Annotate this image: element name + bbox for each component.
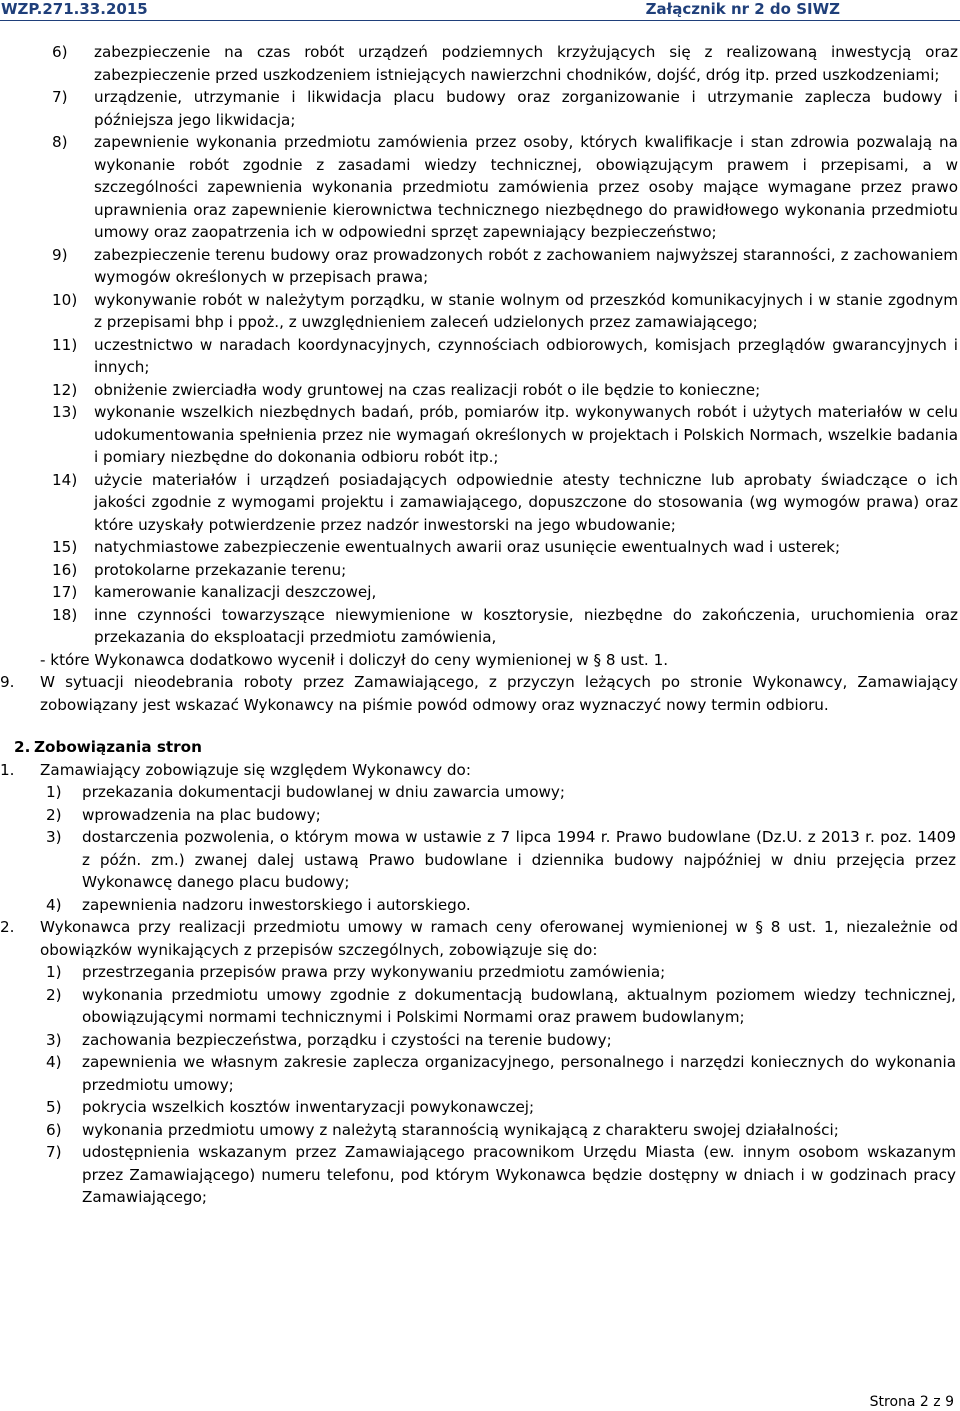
list-item xyxy=(0,1141,960,1209)
list-item xyxy=(0,469,960,537)
section-heading xyxy=(0,736,960,759)
list-item-number: 5) xyxy=(46,1098,62,1116)
paragraph-text: W sytuacji nieodebrania roboty przez Zamawiającego, z przyczyn leżących po stronie Wykonawcy, Zamawiający zobowiązany jest wskazać Wykonawcy na piśmie powód odmowy oraz wyznaczyć nowy termin odbioru. xyxy=(40,673,958,714)
list-item xyxy=(0,86,960,131)
list-item-number: 11) xyxy=(52,335,78,354)
list-item xyxy=(0,334,960,379)
list-item-number: 6) xyxy=(52,43,68,61)
list-item-number: 7) xyxy=(46,1143,62,1161)
list-item-text: obniżenie zwierciadła wody gruntowej na czas realizacji robót o ile będzie to konieczne; xyxy=(94,380,761,399)
list-item xyxy=(0,781,960,804)
page-number: Strona 2 z 9 xyxy=(869,1394,954,1410)
list-item xyxy=(0,379,960,402)
list-item-text: wykonania przedmiotu umowy z należytą starannością wynikającą z charakteru swojej działalności; xyxy=(82,1120,839,1139)
list-item xyxy=(0,289,960,334)
list-item-text: zapewnienia we własnym zakresie zaplecza organizacyjnego, personalnego i narzędzi koniecznych do wykonania przedmiotu umowy; xyxy=(82,1053,956,1094)
list-item-text: zachowania bezpieczeństwa, porządku i czystości na terenie budowy; xyxy=(82,1030,612,1049)
paragraph-text: Zamawiający zobowiązuje się względem Wykonawcy do: xyxy=(40,760,471,779)
list-item-number: 2) xyxy=(46,805,62,824)
list-item-text: przestrzegania przepisów prawa przy wykonywaniu przedmiotu zamówienia; xyxy=(82,963,666,981)
contractor-duties-list xyxy=(0,41,960,649)
list-item-number: 18) xyxy=(52,605,78,624)
list-item-number: 17) xyxy=(52,583,78,601)
paragraph-text: Wykonawca przy realizacji przedmiotu umowy w ramach ceny oferowanej wymienionej w § 8 ust. 1, niezależnie od obowiązków wynikających z przepisów szczególnych, zobowiązuje się do: xyxy=(40,918,958,959)
section-title: Zobowiązania stron xyxy=(34,738,202,756)
document-body xyxy=(0,41,960,1209)
list-item-number: 13) xyxy=(52,403,78,421)
page-header xyxy=(0,0,960,19)
list-item-text: zapewnienie wykonania przedmiotu zamówienia przez osoby, których kwalifikacje i stan zdrowia pozwalają na wykonanie robót zgodnie z zasadami wiedzy technicznej, obowiązującym prawem i przepisami, a w szczególności zapewnienia wykonania przedmiotu zamówienia przez osoby mające wymagane przez prawo uprawnienia oraz zapewnienie kierownictwa technicznego niezbędnego do prawidłowego wykonania przedmiotu umowy oraz zaopatrzenia ich w odpowiedni sprzęt zapewniający bezpieczeństwo; xyxy=(94,133,958,241)
document-reference: WZP.271.33.2015 xyxy=(1,0,148,18)
list-item-number: 4) xyxy=(46,895,62,914)
employer-duties-list xyxy=(0,781,960,916)
paragraph-1 xyxy=(0,759,960,782)
list-item-number: 2) xyxy=(46,985,62,1004)
list-item xyxy=(0,961,960,984)
list-item-number: 1) xyxy=(46,783,62,801)
list-item-text: wykonanie wszelkich niezbędnych badań, prób, pomiarów itp. wykonywanych robót i użytych materiałów w celu udokumentowania spełnienia przez nie wymagań określonych w projektach i Polskich Normach, wszelkie badania i pomiary niezbędne do dokonania odbioru robót itp.; xyxy=(94,403,958,466)
list-item xyxy=(0,894,960,917)
paragraph-number: 1. xyxy=(0,760,15,779)
list-item xyxy=(0,131,960,244)
list-item-text: dostarczenia pozwolenia, o którym mowa w ustawie z 7 lipca 1994 r. Prawo budowlane (Dz.U. z 2013 r. poz. 1409 z późn. zm.) zwanej dalej ustawą Prawo budowlane i dziennika budowy najpóźniej w dniu przejęcia przez Wykonawcę danego placu budowy; xyxy=(82,828,956,891)
list-item xyxy=(0,1119,960,1142)
list-item xyxy=(0,1029,960,1052)
list-item-number: 15) xyxy=(52,538,78,556)
list-item-text: uczestnictwo w naradach koordynacyjnych, czynnościach odbiorowych, komisjach przeglądów gwarancyjnych i innych; xyxy=(94,335,958,376)
list-item-number: 10) xyxy=(52,290,78,309)
header-divider xyxy=(0,20,960,21)
list-item-number: 3) xyxy=(46,828,62,846)
list-item xyxy=(0,244,960,289)
list-item xyxy=(0,1051,960,1096)
closing-line: - które Wykonawca dodatkowo wycenił i doliczył do ceny wymienionej w § 8 ust. 1. xyxy=(40,650,669,669)
section-number: 2. xyxy=(14,738,31,756)
list-item-number: 16) xyxy=(52,560,78,579)
list-item-number: 3) xyxy=(46,1030,62,1049)
list-item-number: 1) xyxy=(46,963,62,981)
list-item-number: 9) xyxy=(52,245,68,264)
paragraph-number: 9. xyxy=(0,673,15,691)
list-item-text: wykonania przedmiotu umowy zgodnie z dokumentacją budowlaną, aktualnym poziomem wiedzy technicznej, obowiązującymi normami technicznymi i Polskimi Normami oraz prawem budowlanym; xyxy=(82,985,956,1026)
list-item-text: natychmiastowe zabezpieczenie ewentualnych awarii oraz usunięcie ewentualnych wad i usterek; xyxy=(94,538,841,556)
list-item-text: użycie materiałów i urządzeń posiadających odpowiednie atesty techniczne lub aprobaty świadczące o ich jakości zgodnie z wymogami projektu i zamawiającego, dopuszczone do stosowania (wg wymogów prawa) oraz które uzyskały potwierdzenie przez nadzór inwestorski na jego wbudowanie; xyxy=(94,470,958,534)
list-item-text: przekazania dokumentacji budowlanej w dniu zawarcia umowy; xyxy=(82,783,566,801)
list-item xyxy=(0,826,960,894)
list-item-number: 14) xyxy=(52,470,78,489)
list-item-number: 12) xyxy=(52,380,78,399)
contractor-obligations-list xyxy=(0,961,960,1209)
list-item xyxy=(0,604,960,649)
attachment-label: Załącznik nr 2 do SIWZ xyxy=(645,0,840,18)
list-item xyxy=(0,581,960,604)
list-item-number: 4) xyxy=(46,1053,62,1071)
list-item-text: zabezpieczenie na czas robót urządzeń podziemnych krzyżujących się z realizowaną inwestycją oraz zabezpieczenie przed uszkodzeniem istniejących nawierzchni chodników, dojść, dróg itp. przed uszkodzeniami; xyxy=(94,43,958,84)
list-item-text: urządzenie, utrzymanie i likwidacja placu budowy oraz zorganizowanie i utrzymanie zaplecza budowy i późniejsza jego likwidacja; xyxy=(94,88,958,129)
list-item-text: protokolarne przekazanie terenu; xyxy=(94,560,347,579)
list-item xyxy=(0,1096,960,1119)
list-item-text: inne czynności towarzyszące niewymienione w kosztorysie, niezbędne do zakończenia, uruchomienia oraz przekazania do eksploatacji przedmiotu zamówienia, xyxy=(94,605,958,646)
list-item-text: kamerowanie kanalizacji deszczowej, xyxy=(94,583,377,601)
list-item-text: pokrycia wszelkich kosztów inwentaryzacji powykonawczej; xyxy=(82,1098,535,1116)
paragraph-2 xyxy=(0,916,960,961)
list-item xyxy=(0,41,960,86)
list-item xyxy=(0,559,960,582)
list-item xyxy=(0,804,960,827)
list-item-text: udostępnienia wskazanym przez Zamawiającego pracownikom Urzędu Miasta (ew. innym osobom wskazanym przez Zamawiającego) numeru telefonu, pod którym Wykonawca będzie dostępny w dniach i w godzinach pracy Zamawiającego; xyxy=(82,1143,956,1206)
paragraph-number: 2. xyxy=(0,918,15,936)
list-item-text: zapewnienia nadzoru inwestorskiego i autorskiego. xyxy=(82,895,471,914)
list-item xyxy=(0,401,960,469)
list-item-number: 6) xyxy=(46,1120,62,1139)
paragraph-9 xyxy=(0,671,960,716)
list-item xyxy=(0,984,960,1029)
list-item-number: 8) xyxy=(52,133,68,151)
list-item-text: wykonywanie robót w należytym porządku, w stanie wolnym od przeszkód komunikacyjnych i w stanie zgodnym z przepisami bhp i ppoż., z uwzględnieniem zaleceń udzielonych przez zamawiającego; xyxy=(94,290,958,331)
list-item-number: 7) xyxy=(52,88,68,106)
list-item-text: zabezpieczenie terenu budowy oraz prowadzonych robót z zachowaniem najwyższej staranności, z zachowaniem wymogów określonych w przepisach prawa; xyxy=(94,245,958,286)
list-item xyxy=(0,536,960,559)
list-item-text: wprowadzenia na plac budowy; xyxy=(82,805,321,824)
